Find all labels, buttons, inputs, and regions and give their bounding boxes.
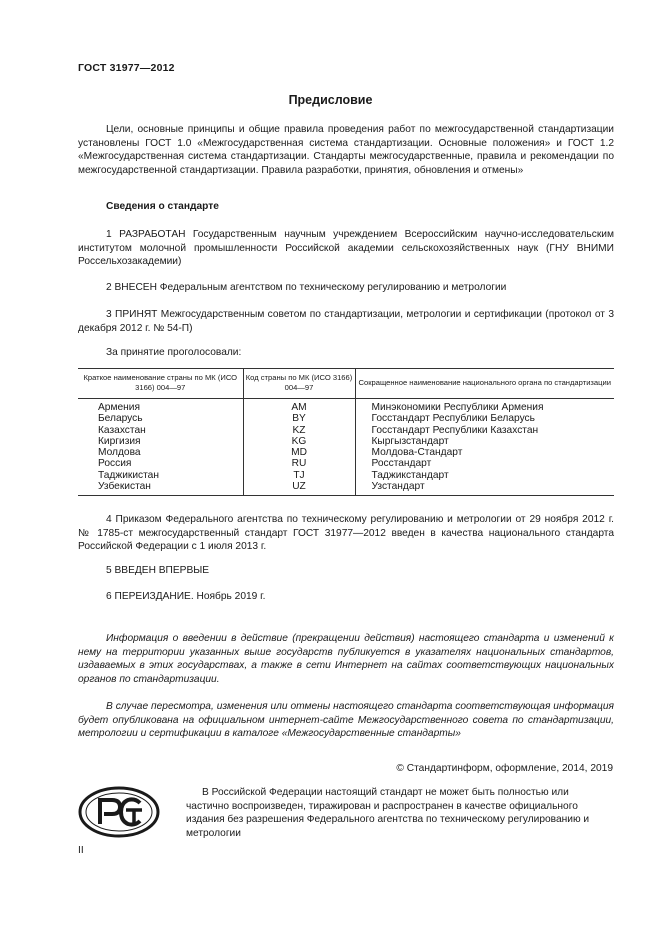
page-title: Предисловие [288, 93, 373, 107]
country-code: AM [243, 399, 355, 414]
table-row [78, 458, 614, 469]
table-row [78, 413, 614, 424]
table-row [78, 447, 614, 458]
standards-body: Росстандарт [355, 458, 614, 469]
info-item-2: 2 ВНЕСЕН Федеральным агентством по техническому регулированию и метрологии [106, 282, 507, 293]
standard-number-header: ГОСТ 31977—2012 [78, 62, 175, 74]
rst-certification-logo [78, 786, 160, 838]
table-row [78, 481, 614, 496]
voted-label: За принятие проголосовали: [106, 347, 242, 358]
table-row [78, 399, 614, 414]
country-code: KG [243, 436, 355, 447]
column-header-code: Код страны по МК (ИСО 3166) 004—97 [243, 369, 355, 399]
info-item-1: 1 РАЗРАБОТАН Государственным научным учреждением Всероссийским научно-исследовательским институтом молочной промышленности Российской академии сельскохозяйственных наук (ГНУ ВНИМИ Россельхозакадемии) [78, 229, 614, 268]
publication-info-note: Информация о введении в действие (прекращении действия) настоящего стандарта и изменений к нему на территории указанных выше государств публикуется в указателях национальных стандартов, издаваемых в этих государствах, а также в сети Интернет на сайтах соответствующих национальных органов по стандартизации. [78, 633, 614, 685]
table-row [78, 470, 614, 481]
country-name: Армения [98, 402, 140, 413]
country-code: RU [243, 458, 355, 469]
standards-body: Узстандарт [355, 481, 614, 496]
preface-intro: Цели, основные принципы и общие правила проведения работ по межгосударственной стандартизации установлены ГОСТ 1.0 «Межгосударственная система стандартизации. Основные положения» и ГОСТ 1.2 «Межгосударственная система стандартизации. Стандарты межгосударственные, правила и рекомендации по межгосударственной стандартизации. Правила разработки, принятия, обновления и отмены» [78, 124, 614, 176]
standards-body: Молдова-Стандарт [355, 447, 614, 458]
country-code: UZ [243, 481, 355, 496]
countries-table [78, 368, 614, 496]
standards-body: Госстандарт Республики Казахстан [355, 425, 614, 436]
country-name: Россия [98, 458, 132, 470]
country-code: KZ [243, 425, 355, 436]
country-name: Казахстан [98, 424, 146, 436]
table-row [78, 425, 614, 436]
info-item-4: 4 Приказом Федерального агентства по техническому регулированию и метрологии от 29 ноября 2012 г. № 1785-ст межгосударственный стандарт ГОСТ 31977—2012 введен в качества национального стандарта Российской Федерации с 1 июля 2013 г. [78, 514, 614, 553]
revision-info-note: В случае пересмотра, изменения или отмены настоящего стандарта соответствующая информация будет опубликована на официальном интернет-сайте Межгосударственного совета по стандартизации, метрологии и сертификации в каталоге «Межгосударственные стандарты» [78, 701, 614, 740]
info-item-3: 3 ПРИНЯТ Межгосударственным советом по стандартизации, метрологии и сертификации (протокол от 3 декабря 2012 г. № 54-П) [78, 309, 614, 334]
country-code: BY [243, 413, 355, 424]
country-code: TJ [243, 470, 355, 481]
standards-body: Минэкономики Республики Армения [355, 399, 614, 414]
country-name: Киргизия [98, 435, 141, 447]
page-number: II [78, 845, 84, 856]
standards-body: Кыргызстандарт [355, 436, 614, 447]
table-row [78, 436, 614, 447]
country-name: Узбекистан [78, 481, 243, 496]
country-code: MD [243, 447, 355, 458]
standards-body: Таджикстандарт [355, 470, 614, 481]
standard-info-heading: Сведения о стандарте [106, 201, 219, 212]
column-header-organization: Сокращенное наименование национального органа по стандартизации [355, 369, 614, 399]
country-name: Беларусь [98, 413, 143, 425]
copyright-line: © Стандартинформ, оформление, 2014, 2019 [396, 763, 613, 774]
info-item-5: 5 ВВЕДЕН ВПЕРВЫЕ [106, 565, 210, 576]
copyright-notice-text: В Российской Федерации настоящий стандарт не может быть полностью или частично воспроизведен, тиражирован и распространен в качестве официального издания без разрешения Федерального агентства по техническому регулированию и метрологии [186, 787, 590, 839]
standards-body: Госстандарт Республики Беларусь [355, 413, 614, 424]
country-name: Таджикистан [98, 469, 159, 481]
column-header-country: Краткое наименование страны по МК (ИСО 3166) 004—97 [78, 369, 243, 399]
table-header-row [78, 369, 614, 399]
country-name: Молдова [98, 447, 141, 459]
copyright-notice [186, 786, 614, 840]
info-item-6: 6 ПЕРЕИЗДАНИЕ. Ноябрь 2019 г. [106, 591, 266, 602]
